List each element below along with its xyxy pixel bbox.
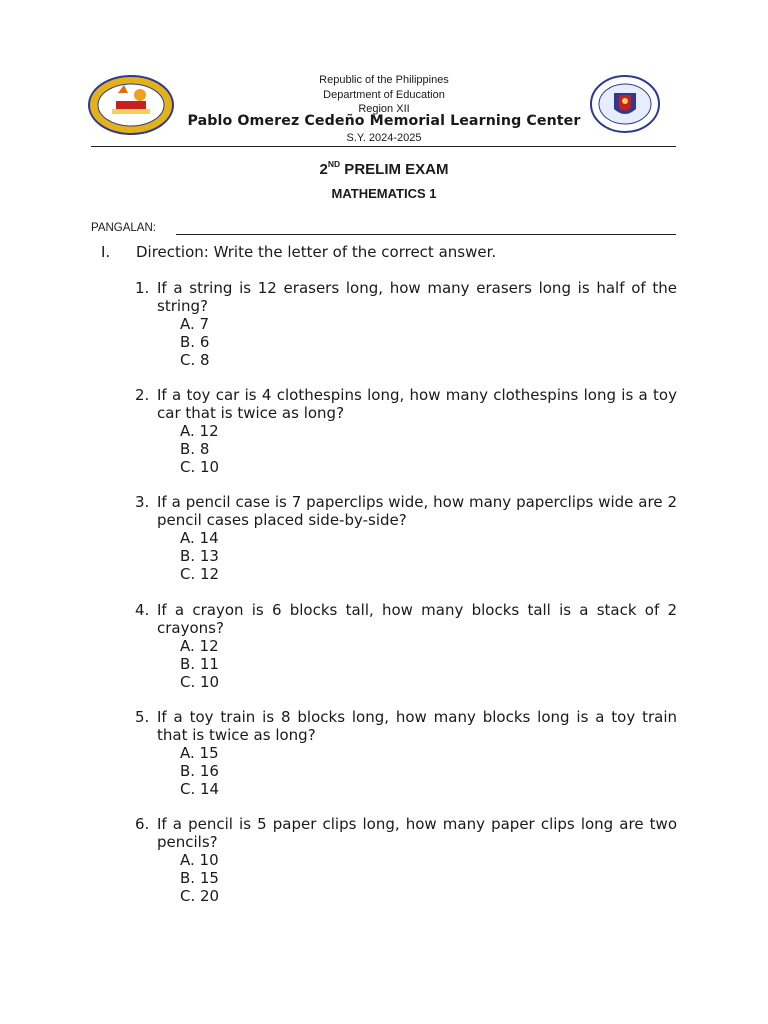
answer-options: [180, 422, 677, 476]
answer-option[interactable]: B. 16: [180, 762, 219, 780]
section-direction: Direction: Write the letter of the correct answer.: [136, 243, 497, 261]
exam-title-number: 2: [319, 161, 328, 178]
header-divider: [91, 146, 676, 147]
answer-option[interactable]: B. 13: [180, 547, 219, 565]
header-department: Department of Education: [323, 89, 445, 101]
name-label: PANGALAN:: [91, 222, 156, 234]
answer-option[interactable]: A. 12: [180, 422, 219, 440]
question-item: [135, 386, 677, 476]
answer-option[interactable]: B. 11: [180, 655, 219, 673]
exam-title: [0, 161, 768, 178]
answer-options: [180, 851, 677, 905]
answer-options: [180, 744, 677, 798]
question-text: If a pencil is 5 paper clips long, how many paper clips long are two pencils?: [157, 815, 677, 851]
section-number: I.: [101, 243, 111, 261]
question-number: 5.: [135, 708, 150, 726]
answer-option[interactable]: C. 10: [180, 673, 220, 691]
answer-option[interactable]: C. 8: [180, 351, 210, 369]
school-year: S.Y. 2024-2025: [346, 132, 422, 144]
question-number: 1.: [135, 279, 150, 297]
question-item: [135, 708, 677, 798]
answer-option[interactable]: C. 14: [180, 780, 220, 798]
answer-option[interactable]: C. 10: [180, 458, 220, 476]
question-number: 2.: [135, 386, 150, 404]
exam-title-superscript: ND: [327, 159, 341, 169]
answer-option[interactable]: A. 14: [180, 529, 219, 547]
question-number: 3.: [135, 493, 150, 511]
question-item: [135, 493, 677, 583]
name-field-line[interactable]: [176, 234, 676, 235]
answer-option[interactable]: A. 10: [180, 851, 219, 869]
exam-title-text: PRELIM EXAM: [340, 161, 449, 178]
answer-options: [180, 637, 677, 691]
answer-option[interactable]: C. 12: [180, 565, 220, 583]
answer-option[interactable]: B. 8: [180, 440, 210, 458]
answer-option[interactable]: B. 6: [180, 333, 210, 351]
header-country: Republic of the Philippines: [319, 74, 449, 86]
school-name: Pablo Omerez Cedeño Memorial Learning Center: [187, 113, 581, 129]
question-text: If a toy car is 4 clothespins long, how many clothespins long is a toy car that is twice as long?: [157, 386, 677, 422]
header-region: Region XII: [358, 103, 410, 115]
answer-option[interactable]: A. 12: [180, 637, 219, 655]
question-number: 4.: [135, 601, 150, 619]
question-text: If a toy train is 8 blocks long, how many blocks long is a toy train that is twice as long?: [157, 708, 677, 744]
question-item: [135, 815, 677, 905]
question-number: 6.: [135, 815, 150, 833]
question-text: If a string is 12 erasers long, how many erasers long is half of the string?: [157, 279, 677, 315]
answer-option[interactable]: A. 15: [180, 744, 219, 762]
answer-options: [180, 529, 677, 583]
question-text: If a crayon is 6 blocks tall, how many blocks tall is a stack of 2 crayons?: [157, 601, 677, 637]
answer-option[interactable]: B. 15: [180, 869, 219, 887]
answer-option[interactable]: C. 20: [180, 887, 220, 905]
question-item: [135, 601, 677, 691]
exam-subject: MATHEMATICS 1: [331, 186, 437, 201]
answer-options: [180, 315, 677, 369]
answer-option[interactable]: A. 7: [180, 315, 210, 333]
question-item: [135, 279, 677, 369]
question-text: If a pencil case is 7 paperclips wide, how many paperclips wide are 2 pencil cases placed side-by-side?: [157, 493, 677, 529]
